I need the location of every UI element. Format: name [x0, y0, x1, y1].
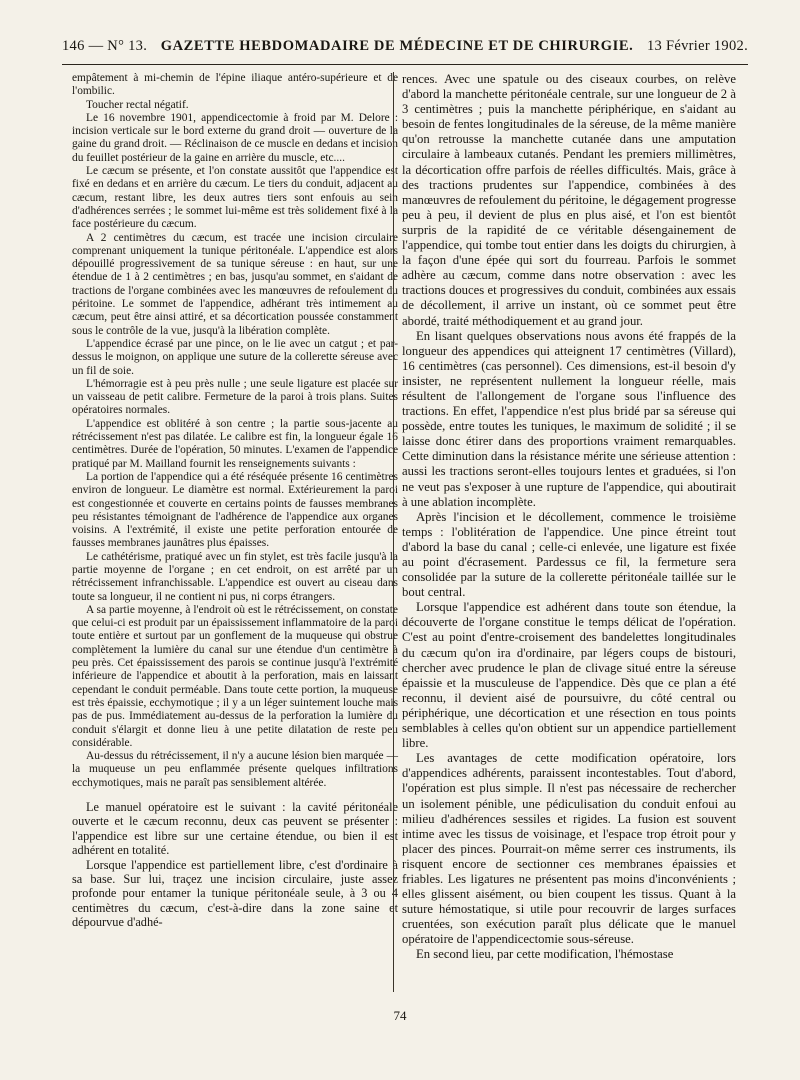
paragraph: Le manuel opératoire est le suivant : la cavité péritonéale ouverte et le cæcum reconnu, deux cas peuvent se présenter : l'appendice est libre sur une certaine étendue, ou bien il est adhérent en totalité.: [72, 800, 398, 858]
paragraph: Le cathétérisme, pratiqué avec un fin stylet, est très facile jusqu'à la partie moyenne de l'organe ; en cet endroit, on est arrêté par un rétrécissement infranchissable. L'appendice est ouvert au ciseau dans toute sa longueur, il ne contient ni pus, ni corps étrangers.: [72, 550, 398, 603]
paragraph: Toucher rectal négatif.: [86, 98, 189, 111]
page-number: 74: [393, 1008, 407, 1023]
paragraph: Après l'incision et le décollement, commence le troisième temps : l'oblitération de l'appendice. Une pince étreint tout d'abord la base du canal ; celle-ci enlevée, une ligature est fixée au point d'écrasement. Pardessus ce fil, la fermeture sera consolidée par la suture de la collerette péritonéale taillée sur le bout central.: [402, 509, 736, 600]
paragraph: Lorsque l'appendice est adhérent dans toute son étendue, la découverte de l'organe constitue le temps délicat de l'opération. C'est au point d'entre-croisement des bandelettes longitudinales du cæcum qu'on ira d'ordinaire, par légers coups de bistouri, chercher avec prudence le plan de clivage situé entre la séreuse épaissie et la musculeuse de l'appendice. Dès que ce plan a été reconnu, il devient aisé de poursuivre, du côté central ou périphérique, une décortication et une résection en tous points semblables à celles qu'on obtient sur un appendice partiellement libre.: [402, 600, 736, 751]
paragraph: Lorsque l'appendice est partiellement libre, c'est d'ordinaire à sa base. Sur lui, traçez une incision circulaire, juste assez profonde pour entamer la tunique péritonéale seule, à 3 ou 4 centimètres du cæcum, c'est-à-dire dans la zone saine et dépourvue d'adhé-: [72, 857, 398, 930]
paragraph: rences. Avec une spatule ou des ciseaux courbes, on relève d'abord la manchette péritonéale centrale, sur une longueur de 2 à 3 centimètres ; puis la manchette périphérique, en s'aidant au besoin de fentes longitudinales de la séreuse, de la même manière qu'on retrousse la manchette cutanée dans une amputation circulaire à lambeaux cutanés. Pendant les premiers millimètres, la décortication offre parfois de réelles difficultés. Mais, grâce à des tractions prudentes sur l'appendice, combinées à des manœuvres de refoulement du péritoine, le dégagement progresse peu à peu, il devient de plus en plus aisé, et l'on est bientôt surpris de la rapidité de ce véritable désengainement de l'appendice, qui tombe tout entier dans les doigts du chirurgien, à la façon d'une épée qui sort du fourreau. Parfois le sommet adhère au cæcum, comme dans notre observation : avec les tractions douces et progressives du conduit, combinées aux essais de décollement, il arrive un instant, où ce sommet peut être abordé, traité méthodiquement et au grand jour.: [402, 72, 736, 328]
left-column: [72, 72, 398, 930]
header-date: 13 Février 1902.: [646, 38, 748, 54]
paragraph: L'hémorragie est à peu près nulle ; une seule ligature est placée sur un vaisseau de petit calibre. Fermeture de la paroi à trois plans. Suites opératoires normales.: [72, 377, 398, 417]
paragraph: Le cæcum se présente, et l'on constate aussitôt que l'appendice est fixé en dedans et en arrière du cæcum. Le tiers du conduit, adjacent au cæcum, restant libre, les deux autres tiers sont enfouis au sein d'adhérences serrées ; le sommet lui-même est très solidement fixé à la face postérieure du cæcum.: [72, 165, 398, 231]
paragraph: Les avantages de cette modification opératoire, lors d'appendices adhérents, paraissent incontestables. Tout d'abord, l'opération est plus simple. Il n'est pas nécessaire de rechercher un isolement pénible, une pédiculisation du conduit enfoui au milieu d'adhérences sessiles et rigides. La fusion est souvent intime avec les tissus de voisinage, et l'espace trop étroit pour y placer des pinces. Pourrait-on même serrer ces instruments, ils risquent encore de sectionner ces membranes épaissies et friables. Les ligatures ne présentent pas moins d'inconvénients ; elles glissent aisément, ou bien coupent les tissus. Quant à la suture hémostatique, si utile pour recouvrir de larges surfaces cruentées, son exécution paraît plus délicate que le manuel opératoire de l'appendicectomie sous-séreuse.: [402, 751, 736, 947]
header-rule: [62, 64, 748, 65]
journal-title: GAZETTE HEBDOMADAIRE DE MÉDECINE ET DE CHIRURGIE.: [160, 38, 634, 54]
paragraph: En lisant quelques observations nous avons été frappés de la longueur des appendices qui atteignent 17 centimètres (Villard), 16 centimètres (cas personnel). Ces dimensions, est-il besoin d'y insister, ne représentent nullement la longueur réelle, mais résultent de l'allongement de l'organe sous l'influence des tractions. En effet, l'appendice n'est plus bridé par sa séreuse qui possède, entre toutes les tuniques, le maximum de solidité ; il se laisse donc étirer dans des proportions vraiment remarquables. Cette diminution dans la résistance mérite une sérieuse attention : aussi les tractions seront-elles toujours lentes et graduées, si l'on ne veut pas s'exposer à une rupture de l'appendice, qui aboutirait à une ablation incomplète.: [402, 328, 736, 509]
paragraph: A sa partie moyenne, à l'endroit où est le rétrécissement, on constate que celui-ci est produit par un épaississement inflammatoire de la paroi toute entière et surtout par un gonflement de la muqueuse qui obstrue complètement la lumière du canal sur une étendue d'un centimètre à peu près. Cet épaississement des parois se continue jusqu'à l'extrémité inférieure de l'appendice et aboutit à la perforation, mais en laissant cependant le conduit perméable. Dans toute cette portion, la muqueuse est très épaissie, ecchymotique ; il y a un léger suintement louche mais pas de pus. Immédiatement au-dessus de la perforation la lumière du conduit s'élargit et donne lieu à une petite dilatation de reste peu considérable.: [72, 603, 398, 749]
paragraph: En second lieu, par cette modification, l'hémostase: [416, 947, 674, 962]
header-issue: 146 — N° 13.: [62, 38, 148, 54]
paragraph: La portion de l'appendice qui a été réséquée présente 16 centimètres environ de longueur. Le diamètre est normal. Extérieurement la paroi est congestionnée et couverte en certains points de fausses membranes peu résistantes témoignant de l'adhérence de l'appendice aux organes voisins. A l'extrémité, il existe une petite perforation entourée de fausses membranes jaunâtres plus épaisses.: [72, 470, 398, 550]
paragraph: L'appendice écrasé par une pince, on le lie avec un catgut ; et par-dessus le moignon, on applique une suture de la collerette séreuse avec un fil de soie.: [72, 337, 398, 377]
running-header: [62, 38, 748, 60]
paragraph: A 2 centimètres du cæcum, est tracée une incision circulaire comprenant uniquement la tunique péritonéale. L'appendice est alors dépouillé progressivement de sa tunique séreuse : en haut, sur une étendue de 1 à 2 centimètres ; en bas, jusqu'au sommet, en s'aidant de tractions de l'organe combinées avec les manœuvres de refoulement du péritoine. Le sommet de l'appendice, adhérant très intimement au cæcum, peut être ainsi attiré, et sa décortication poussée constamment sous le contrôle de la vue, jusqu'à la libération complète.: [72, 231, 398, 337]
paragraph: Le 16 novembre 1901, appendicectomie à froid par M. Delore : incision verticale sur le bord externe du grand droit — ouverture de la gaine du grand droit. — Réclinaison de ce muscle en dedans et incision du feuillet postérieur de la gaine en arrière du muscle, etc....: [72, 111, 398, 164]
paragraph: L'appendice est oblitéré à son centre ; la partie sous-jacente au rétrécissement n'est pas dilatée. Le calibre est fin, la longueur égale 16 centimètres. Durée de l'opération, 50 minutes. L'examen de l'appendice pratiqué par M. Mailland fournit les renseignements suivants :: [72, 417, 398, 470]
paragraph: empâtement à mi-chemin de l'épine iliaque antéro-supérieure et de l'ombilic.: [72, 72, 398, 98]
right-column: [402, 72, 736, 963]
column-divider: [393, 72, 394, 992]
paragraph: Au-dessus du rétrécissement, il n'y a aucune lésion bien marquée — la muqueuse un peu enflammée présente quelques infiltrations ecchymotiques, mais ne paraît pas sensiblement altérée.: [72, 750, 398, 789]
